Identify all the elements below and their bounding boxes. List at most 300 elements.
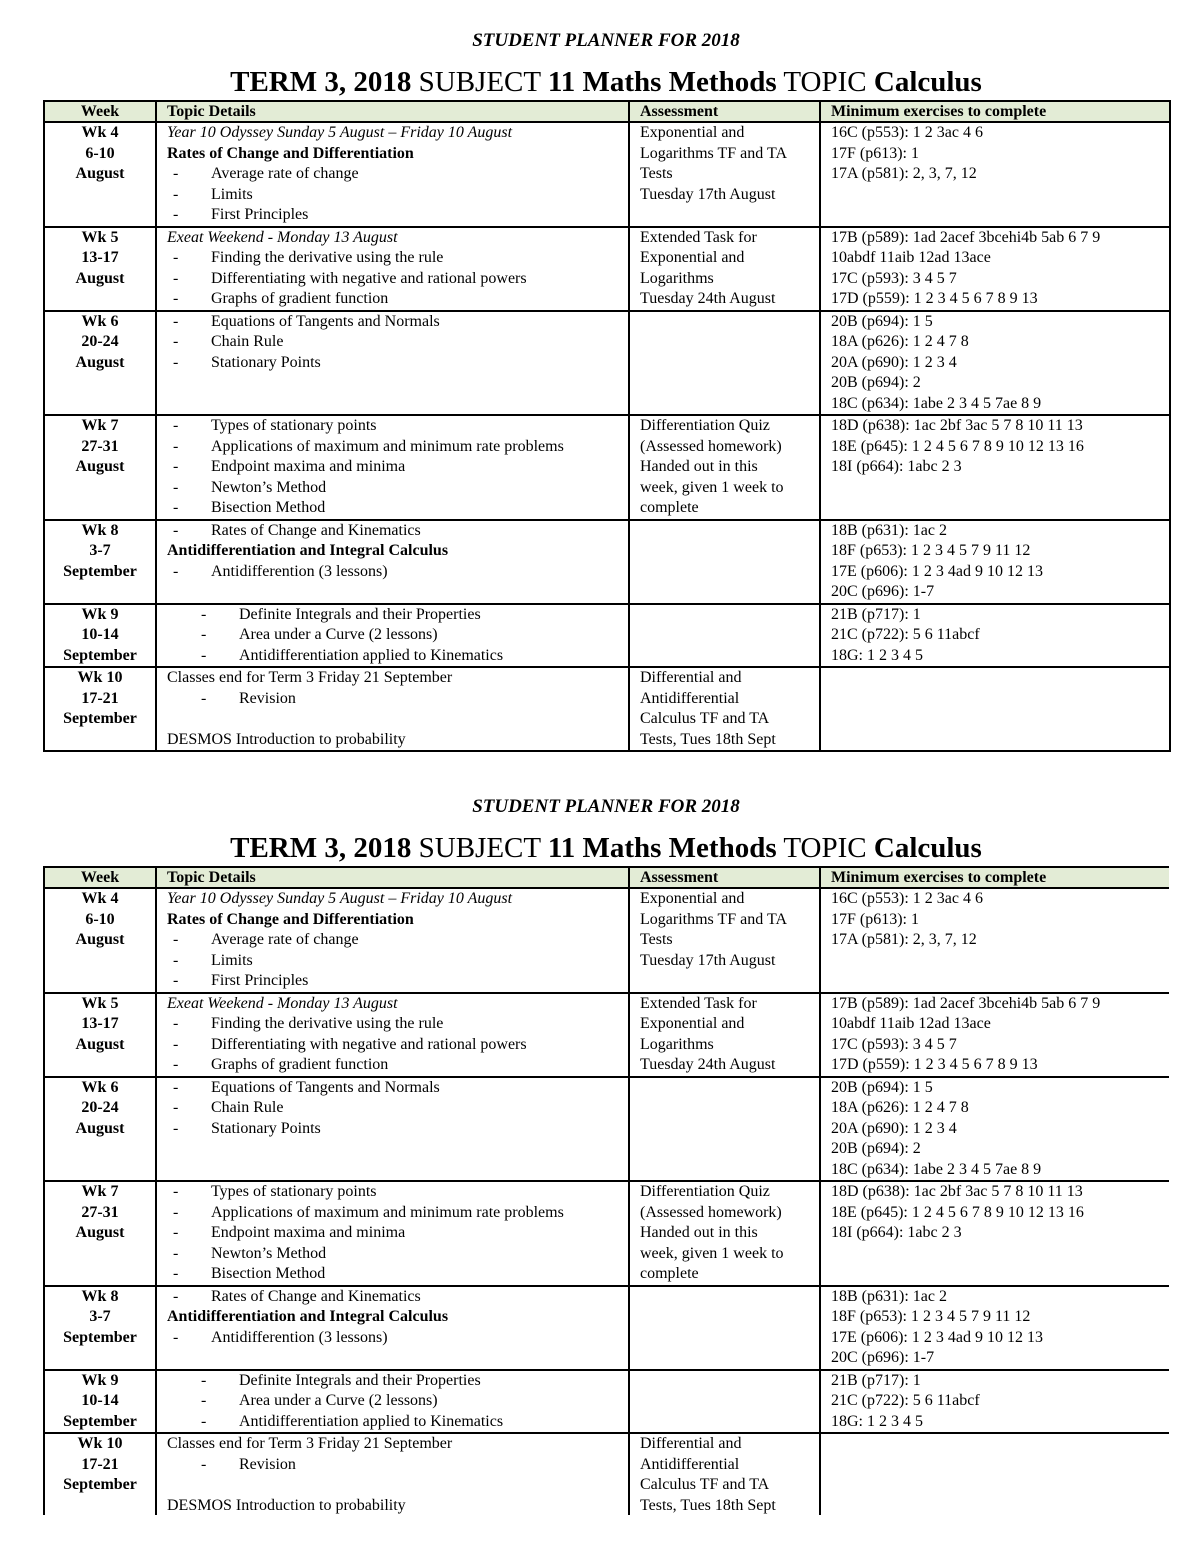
exercise-line: 17C (p593): 3 4 5 7: [831, 1035, 957, 1053]
planner-body: [44, 888, 1169, 1515]
topic-cell: [156, 1286, 629, 1370]
assessment-line: week, given 1 week to: [640, 478, 784, 496]
subject-name: 11 Maths Methods: [547, 832, 777, 864]
dash-bullet-icon: -: [173, 478, 179, 496]
subject-label: SUBJECT: [418, 832, 541, 864]
week-line: Wk 10: [77, 1435, 123, 1452]
dash-bullet-icon: -: [173, 353, 179, 371]
exercise-line: 17D (p559): 1 2 3 4 5 6 7 8 9 13: [831, 290, 1038, 307]
week-line: August: [75, 165, 125, 182]
exercise-line: 10abdf 11aib 12ad 13ace: [831, 1015, 991, 1032]
topic-cell: [156, 667, 629, 751]
term-label: TERM 3, 2018: [230, 66, 412, 98]
topic-bullet-text: Limits: [211, 185, 253, 203]
dash-bullet-icon: -: [173, 185, 179, 203]
exercises-cell: [820, 1370, 1169, 1434]
topic-bullet: [167, 971, 628, 992]
assessment-cell: [629, 415, 820, 520]
week-line: August: [75, 1119, 125, 1137]
assessment-line: Antidifferential: [640, 689, 740, 707]
week-line: 10-14: [81, 626, 119, 643]
topic-bullet-text: Antidifferention (3 lessons): [211, 1328, 388, 1346]
assessment-line: Logarithms: [640, 269, 714, 287]
assessment-cell: [629, 1433, 820, 1515]
exercise-line: 20A (p690): 1 2 3 4: [831, 353, 957, 371]
assessment-line: Differential and: [640, 669, 742, 686]
exercise-line: 18E (p645): 1 2 4 5 6 7 8 9 10 12 13 16: [831, 1203, 1084, 1221]
topic-bullet: [167, 1203, 628, 1224]
planner-heading: [43, 830, 1169, 866]
exercises-cell: [820, 1181, 1169, 1286]
topic-bullet-text: Graphs of gradient function: [211, 290, 389, 307]
topic-bullet-text: Stationary Points: [211, 1119, 321, 1137]
exercise-line: 18G: 1 2 3 4 5: [831, 1412, 923, 1430]
header-exercises: Minimum exercises to complete: [820, 867, 1169, 888]
topic-name: Calculus: [873, 832, 982, 864]
dash-bullet-icon: -: [173, 521, 179, 539]
week-line: August: [75, 269, 125, 287]
assessment-line: Exponential and: [640, 1015, 745, 1032]
week-line: August: [75, 1224, 125, 1241]
week-line: September: [63, 562, 137, 580]
dash-bullet-icon: -: [173, 1287, 179, 1305]
week-line: 3-7: [89, 542, 111, 559]
exercise-line: 20A (p690): 1 2 3 4: [831, 1119, 957, 1137]
topic-bullet: [167, 1287, 628, 1308]
exercise-line: 10abdf 11aib 12ad 13ace: [831, 249, 991, 266]
topic-bullet: [167, 1014, 628, 1035]
topic-line: Classes end for Term 3 Friday 21 September: [167, 1435, 453, 1452]
dash-bullet-icon: -: [173, 269, 179, 287]
week-line: Wk 9: [81, 1371, 119, 1389]
header-week: Week: [44, 867, 156, 888]
exercise-line: 20B (p694): 1 5: [831, 312, 933, 330]
topic-cell: [156, 1433, 629, 1515]
exercises-cell: [820, 1286, 1169, 1370]
table-row: [44, 122, 1170, 227]
topic-bullet: [167, 416, 628, 437]
exercise-line: 18A (p626): 1 2 4 7 8: [831, 1099, 969, 1116]
week-cell: [44, 227, 156, 311]
exercise-line: 18G: 1 2 3 4 5: [831, 646, 923, 664]
dash-bullet-icon: -: [173, 249, 179, 266]
table-header-row: [44, 101, 1170, 122]
topic-bullet-text: Endpoint maxima and minima: [211, 1224, 406, 1241]
topic-bullet-text: Types of stationary points: [211, 1183, 377, 1200]
week-cell: [44, 1370, 156, 1434]
exercise-line: 17A (p581): 2, 3, 7, 12: [831, 165, 977, 182]
dash-bullet-icon: -: [173, 458, 179, 475]
topic-bullet: [167, 1035, 628, 1056]
topic-line: [167, 709, 628, 730]
assessment-line: Calculus TF and TA: [640, 710, 770, 727]
assessment-line: complete: [640, 499, 699, 516]
week-line: September: [63, 710, 137, 727]
topic-bullet-text: Applications of maximum and minimum rate problems: [211, 1203, 564, 1221]
assessment-cell: [629, 520, 820, 604]
dash-bullet-icon: -: [173, 1183, 179, 1200]
table-row: [44, 1370, 1169, 1434]
topic-bullet: [167, 1119, 628, 1140]
topic-bullet: [167, 437, 628, 458]
topic-bullet-text: Equations of Tangents and Normals: [211, 312, 440, 330]
week-line: September: [63, 1328, 137, 1346]
dash-bullet-icon: -: [173, 1224, 179, 1241]
table-row: [44, 1077, 1169, 1182]
topic-label: TOPIC: [783, 832, 867, 864]
exercise-line: 16C (p553): 1 2 3ac 4 6: [831, 124, 983, 141]
topic-bullet: [167, 164, 628, 185]
exercise-line: 18B (p631): 1ac 2: [831, 1287, 947, 1305]
topic-bullet-text: Equations of Tangents and Normals: [211, 1078, 440, 1096]
week-line: Wk 4: [81, 890, 119, 907]
week-cell: [44, 311, 156, 416]
topic-bullet: [167, 1412, 628, 1433]
topic-cell: [156, 604, 629, 668]
exercise-line: 18D (p638): 1ac 2bf 3ac 5 7 8 10 11 13: [831, 1183, 1083, 1200]
assessment-line: Differentiation Quiz: [640, 1183, 770, 1200]
dash-bullet-icon: -: [201, 646, 207, 664]
assessment-line: Logarithms TF and TA: [640, 144, 788, 162]
topic-bullet-text: Antidifferentiation applied to Kinematics: [239, 646, 504, 664]
topic-bullet-text: Newton’s Method: [211, 478, 327, 496]
exercise-line: 18B (p631): 1ac 2: [831, 521, 947, 539]
week-line: 27-31: [81, 437, 119, 455]
topic-name: Calculus: [873, 66, 982, 98]
dash-bullet-icon: -: [173, 333, 179, 350]
dash-bullet-icon: -: [173, 206, 179, 223]
topic-bullet-text: First Principles: [211, 206, 309, 223]
dash-bullet-icon: -: [173, 312, 179, 330]
exercise-line: 20C (p696): 1-7: [831, 583, 935, 600]
topic-bullet: [167, 353, 628, 374]
assessment-cell: [629, 1286, 820, 1370]
assessment-line: Exponential and: [640, 890, 745, 907]
topic-bullet-text: Area under a Curve (2 lessons): [239, 626, 438, 643]
week-line: Wk 5: [81, 228, 119, 246]
topic-bullet: [167, 478, 628, 499]
topic-label: TOPIC: [783, 66, 867, 98]
dash-bullet-icon: -: [201, 689, 207, 707]
dash-bullet-icon: -: [173, 290, 179, 307]
header-exercises: Minimum exercises to complete: [820, 101, 1170, 122]
week-line: 27-31: [81, 1203, 119, 1221]
assessment-cell: [629, 604, 820, 668]
exercise-line: 21C (p722): 5 6 11abcf: [831, 1392, 980, 1409]
topic-bullet: [167, 289, 628, 310]
week-line: Wk 4: [81, 124, 119, 141]
week-line: 3-7: [89, 1308, 111, 1325]
exercise-line: 20C (p696): 1-7: [831, 1349, 935, 1366]
dash-bullet-icon: -: [201, 1412, 207, 1430]
topic-cell: [156, 415, 629, 520]
assessment-cell: [629, 888, 820, 993]
topic-line: Year 10 Odyssey Sunday 5 August – Friday 10 August: [167, 890, 513, 907]
exercises-cell: [820, 604, 1170, 668]
topic-cell: [156, 227, 629, 311]
topic-bullet-text: Newton’s Method: [211, 1244, 327, 1262]
exercise-line: 21B (p717): 1: [831, 605, 921, 623]
assessment-line: Tests, Tues 18th Sept: [640, 730, 776, 748]
dash-bullet-icon: -: [173, 1203, 179, 1221]
assessment-cell: [629, 1370, 820, 1434]
assessment-line: Differential and: [640, 1435, 742, 1452]
exercise-line: 18A (p626): 1 2 4 7 8: [831, 333, 969, 350]
assessment-line: Tests: [640, 165, 673, 182]
assessment-line: Tuesday 17th August: [640, 951, 776, 969]
exercises-cell: [820, 122, 1170, 227]
dash-bullet-icon: -: [201, 626, 207, 643]
topic-bullet-text: Revision: [239, 689, 296, 707]
topic-bullet-text: Definite Integrals and their Properties: [239, 605, 481, 623]
topic-line: Rates of Change and Differentiation: [167, 910, 414, 928]
topic-cell: [156, 1077, 629, 1182]
week-line: Wk 8: [81, 1287, 119, 1305]
topic-bullet-text: Chain Rule: [211, 333, 284, 350]
dash-bullet-icon: -: [173, 931, 179, 948]
exercise-line: 17E (p606): 1 2 3 4ad 9 10 12 13: [831, 1328, 1043, 1346]
week-line: Wk 7: [81, 1183, 119, 1200]
week-line: August: [75, 1035, 125, 1053]
topic-bullet: [167, 248, 628, 269]
dash-bullet-icon: -: [173, 1056, 179, 1073]
topic-bullet: [167, 269, 628, 290]
table-row: [44, 227, 1170, 311]
dash-bullet-icon: -: [173, 562, 179, 580]
exercise-line: 17D (p559): 1 2 3 4 5 6 7 8 9 13: [831, 1056, 1038, 1073]
week-cell: [44, 993, 156, 1077]
topic-bullet-text: Endpoint maxima and minima: [211, 458, 406, 475]
topic-line: DESMOS Introduction to probability: [167, 730, 406, 748]
assessment-cell: [629, 1181, 820, 1286]
table-row: [44, 415, 1170, 520]
week-line: 17-21: [81, 1455, 119, 1473]
topic-bullet-text: Bisection Method: [211, 499, 326, 516]
topic-bullet-text: Rates of Change and Kinematics: [211, 521, 421, 539]
exercise-line: 17F (p613): 1: [831, 910, 919, 928]
week-cell: [44, 520, 156, 604]
assessment-cell: [629, 311, 820, 416]
subject-name: 11 Maths Methods: [547, 66, 777, 98]
exercise-line: 18E (p645): 1 2 4 5 6 7 8 9 10 12 13 16: [831, 437, 1084, 455]
week-cell: [44, 888, 156, 993]
dash-bullet-icon: -: [173, 499, 179, 516]
table-row: [44, 1181, 1169, 1286]
dash-bullet-icon: -: [173, 972, 179, 989]
planner-kicker: STUDENT PLANNER FOR 2018: [472, 796, 740, 817]
assessment-line: Extended Task for: [640, 228, 757, 246]
week-line: Wk 5: [81, 994, 119, 1012]
exercise-line: 20B (p694): 1 5: [831, 1078, 933, 1096]
exercise-line: 18I (p664): 1abc 2 3: [831, 458, 962, 475]
exercises-cell: [820, 311, 1170, 416]
assessment-line: Logarithms TF and TA: [640, 910, 788, 928]
week-line: 10-14: [81, 1392, 119, 1409]
term-label: TERM 3, 2018: [230, 832, 412, 864]
exercise-line: 20B (p694): 2: [831, 1140, 921, 1157]
exercise-line: 18F (p653): 1 2 3 4 5 7 9 11 12: [831, 542, 1031, 559]
topic-bullet: [167, 498, 628, 519]
topic-bullet-text: Differentiating with negative and rational powers: [211, 269, 527, 287]
planner-table: [43, 866, 1169, 1515]
week-cell: [44, 1181, 156, 1286]
week-cell: [44, 1433, 156, 1515]
topic-bullet: [167, 205, 628, 226]
dash-bullet-icon: -: [173, 951, 179, 969]
topic-line: DESMOS Introduction to probability: [167, 1496, 406, 1514]
week-line: 17-21: [81, 689, 119, 707]
topic-cell: [156, 1181, 629, 1286]
topic-bullet: [167, 457, 628, 478]
exercises-cell: [820, 888, 1169, 993]
topic-cell: [156, 122, 629, 227]
assessment-line: Extended Task for: [640, 994, 757, 1012]
header-week: Week: [44, 101, 156, 122]
topic-bullet-text: First Principles: [211, 972, 309, 989]
dash-bullet-icon: -: [173, 1035, 179, 1053]
topic-bullet: [167, 1098, 628, 1119]
exercises-cell: [820, 415, 1170, 520]
table-row: [44, 1286, 1169, 1370]
week-line: August: [75, 458, 125, 475]
assessment-line: Tests: [640, 931, 673, 948]
week-cell: [44, 604, 156, 668]
assessment-line: Exponential and: [640, 249, 745, 266]
assessment-cell: [629, 1077, 820, 1182]
week-line: Wk 7: [81, 417, 119, 434]
planner-body: [44, 122, 1170, 751]
topic-bullet-text: Revision: [239, 1455, 296, 1473]
exercise-line: 18C (p634): 1abe 2 3 4 5 7ae 8 9: [831, 394, 1042, 412]
week-line: 20-24: [81, 333, 119, 350]
topic-bullet: [167, 1182, 628, 1203]
topic-bullet: [167, 930, 628, 951]
dash-bullet-icon: -: [173, 1244, 179, 1262]
exercise-line: 17B (p589): 1ad 2acef 3bcehi4b 5ab 6 7 9: [831, 228, 1101, 246]
week-line: 20-24: [81, 1099, 119, 1116]
topic-bullet: [167, 1078, 628, 1099]
topic-bullet-text: Stationary Points: [211, 353, 321, 371]
table-row: [44, 993, 1169, 1077]
assessment-line: Calculus TF and TA: [640, 1476, 770, 1493]
topic-line: Classes end for Term 3 Friday 21 September: [167, 669, 453, 686]
topic-bullet-text: Differentiating with negative and rational powers: [211, 1035, 527, 1053]
week-line: September: [63, 1476, 137, 1493]
planner-table: [43, 100, 1171, 752]
dash-bullet-icon: -: [173, 1119, 179, 1137]
exercises-cell: [820, 227, 1170, 311]
exercises-cell: [820, 520, 1170, 604]
assessment-line: (Assessed homework): [640, 437, 782, 455]
exercise-line: 17B (p589): 1ad 2acef 3bcehi4b 5ab 6 7 9: [831, 994, 1101, 1012]
dash-bullet-icon: -: [173, 437, 179, 455]
assessment-line: week, given 1 week to: [640, 1244, 784, 1262]
week-cell: [44, 1286, 156, 1370]
week-line: Wk 6: [81, 1078, 119, 1096]
dash-bullet-icon: -: [173, 1078, 179, 1096]
exercise-line: 21B (p717): 1: [831, 1371, 921, 1389]
topic-bullet-text: Chain Rule: [211, 1099, 284, 1116]
topic-bullet: [167, 951, 628, 972]
dash-bullet-icon: -: [173, 1099, 179, 1116]
topic-line: Year 10 Odyssey Sunday 5 August – Friday 10 August: [167, 124, 513, 141]
topic-bullet: [167, 1328, 628, 1349]
dash-bullet-icon: -: [173, 165, 179, 182]
week-line: 6-10: [85, 144, 115, 162]
dash-bullet-icon: -: [173, 1015, 179, 1032]
topic-bullet: [167, 185, 628, 206]
exercise-line: 18D (p638): 1ac 2bf 3ac 5 7 8 10 11 13: [831, 417, 1083, 434]
topic-line: [167, 1475, 628, 1496]
exercise-line: 17E (p606): 1 2 3 4ad 9 10 12 13: [831, 562, 1043, 580]
header-topic-details: Topic Details: [156, 101, 629, 122]
topic-bullet-text: Average rate of change: [211, 931, 359, 948]
assessment-line: Handed out in this: [640, 1224, 758, 1241]
dash-bullet-icon: -: [173, 1328, 179, 1346]
week-line: Wk 6: [81, 312, 119, 330]
header-assessment: Assessment: [629, 101, 820, 122]
planner-heading: [43, 64, 1169, 100]
subject-label: SUBJECT: [418, 66, 541, 98]
dash-bullet-icon: -: [201, 1371, 207, 1389]
topic-cell: [156, 311, 629, 416]
topic-cell: [156, 993, 629, 1077]
topic-bullet: [167, 1264, 628, 1285]
exercise-line: 20B (p694): 2: [831, 374, 921, 391]
week-line: Wk 8: [81, 521, 119, 539]
assessment-line: Tests, Tues 18th Sept: [640, 1496, 776, 1514]
topic-bullet-text: Definite Integrals and their Properties: [239, 1371, 481, 1389]
topic-bullet: [167, 521, 628, 542]
week-cell: [44, 415, 156, 520]
exercises-cell: [820, 667, 1170, 751]
exercise-line: 17C (p593): 3 4 5 7: [831, 269, 957, 287]
topic-bullet: [167, 605, 628, 626]
topic-bullet-text: Average rate of change: [211, 165, 359, 182]
exercise-line: 21C (p722): 5 6 11abcf: [831, 626, 980, 643]
assessment-line: Handed out in this: [640, 458, 758, 475]
topic-cell: [156, 520, 629, 604]
exercises-cell: [820, 993, 1169, 1077]
topic-bullet: [167, 312, 628, 333]
topic-cell: [156, 1370, 629, 1434]
table-header-row: [44, 867, 1169, 888]
topic-bullet: [167, 1371, 628, 1392]
planner-page-2: [43, 794, 1169, 1515]
assessment-cell: [629, 227, 820, 311]
dash-bullet-icon: -: [201, 1455, 207, 1473]
header-assessment: Assessment: [629, 867, 820, 888]
planner-kicker: STUDENT PLANNER FOR 2018: [472, 30, 740, 51]
topic-bullet: [167, 1055, 628, 1076]
dash-bullet-icon: -: [173, 1265, 179, 1282]
table-row: [44, 888, 1169, 993]
assessment-line: Exponential and: [640, 124, 745, 141]
week-line: September: [63, 646, 137, 664]
exercise-line: 18I (p664): 1abc 2 3: [831, 1224, 962, 1241]
topic-line: Exeat Weekend - Monday 13 August: [167, 994, 398, 1012]
exercise-line: 16C (p553): 1 2 3ac 4 6: [831, 890, 983, 907]
topic-line: Antidifferentiation and Integral Calculus: [167, 542, 449, 559]
dash-bullet-icon: -: [201, 1392, 207, 1409]
assessment-line: Tuesday 17th August: [640, 185, 776, 203]
exercise-line: 18F (p653): 1 2 3 4 5 7 9 11 12: [831, 1308, 1031, 1325]
topic-bullet: [167, 1244, 628, 1265]
assessment-line: Tuesday 24th August: [640, 1056, 776, 1073]
topic-cell: [156, 888, 629, 993]
exercise-line: 17F (p613): 1: [831, 144, 919, 162]
assessment-cell: [629, 667, 820, 751]
